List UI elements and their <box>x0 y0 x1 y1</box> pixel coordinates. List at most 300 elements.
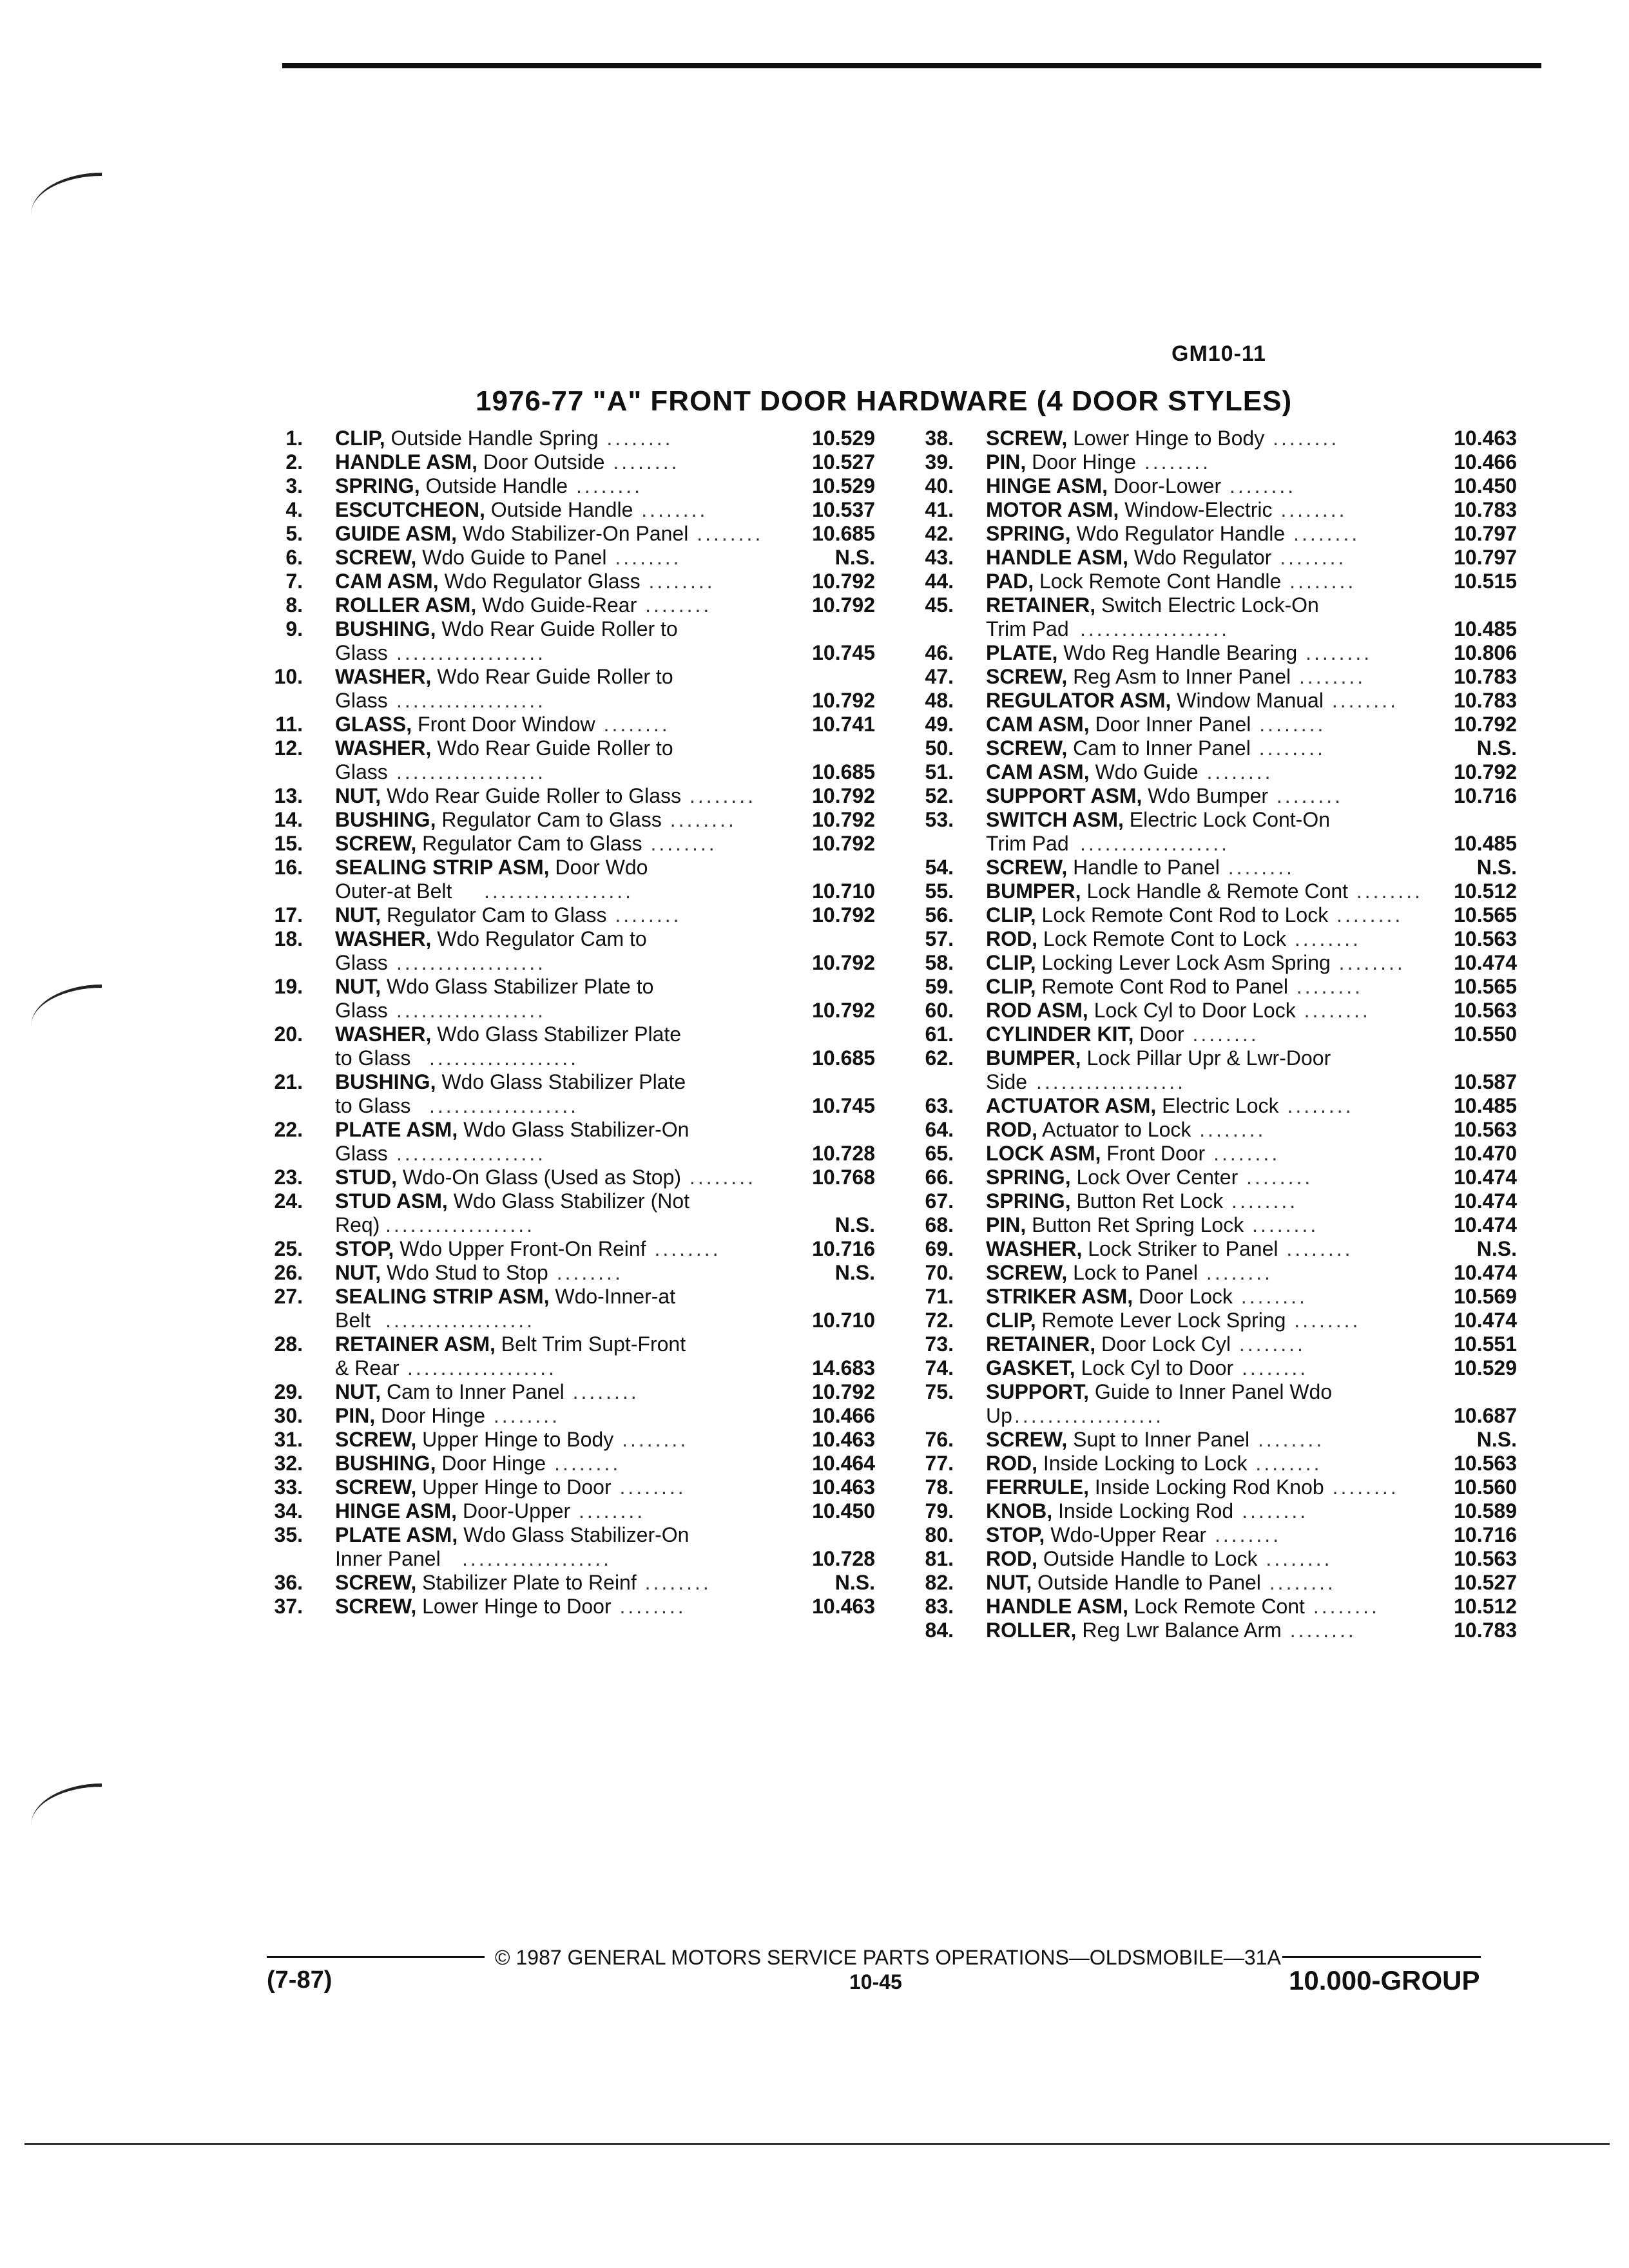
part-description <box>986 1189 1450 1213</box>
leader-dots: ........ <box>1221 474 1296 497</box>
part-number: 67. <box>925 1189 954 1213</box>
part-description <box>335 856 805 879</box>
part-detail: Upper Hinge to Door <box>416 1475 612 1499</box>
part-detail: Wdo Upper Front-On Reinf <box>394 1237 646 1260</box>
part-group-number: 10.474 <box>1454 1261 1517 1284</box>
part-group-number: 10.474 <box>1454 1166 1517 1189</box>
part-number: 10. <box>274 665 303 688</box>
part-detail: Inside Locking Rod Knob <box>1089 1475 1324 1499</box>
part-name: RETAINER ASM, <box>335 1332 496 1356</box>
part-name: PLATE, <box>986 641 1058 664</box>
part-name: BUSHING, <box>335 1070 436 1093</box>
leader-dots: .................. <box>396 1142 546 1165</box>
part-detail: Door Lock Cyl <box>1095 1332 1231 1356</box>
part-name: KNOB, <box>986 1499 1053 1523</box>
part-detail: Cam to Inner Panel <box>381 1380 564 1403</box>
part-group-number: 10.589 <box>1454 1499 1517 1523</box>
part-group-number: 10.485 <box>1454 1094 1517 1117</box>
part-detail: Outside Handle <box>485 498 633 521</box>
part-description <box>986 1046 1450 1070</box>
part-group-number: 10.563 <box>1454 1547 1517 1570</box>
footer-group: 10.000-GROUP <box>1289 1965 1480 1995</box>
part-detail: Outside Handle <box>419 474 568 497</box>
leader-dots: ........ <box>548 1261 623 1284</box>
part-name: ACTUATOR ASM, <box>986 1094 1157 1117</box>
part-number: 24. <box>274 1189 303 1213</box>
part-description <box>986 951 1450 975</box>
part-group-number: 10.474 <box>1454 1213 1517 1236</box>
part-group-number: 10.474 <box>1454 1189 1517 1213</box>
part-detail: Guide to Inner Panel Wdo <box>1089 1380 1333 1403</box>
part-detail: Wdo Glass Stabilizer Plate <box>431 1023 682 1046</box>
part-group-number: 10.685 <box>812 1046 875 1070</box>
part-description <box>335 784 805 808</box>
part-name: SUPPORT, <box>986 1380 1090 1403</box>
part-group-number: 10.485 <box>1454 832 1517 855</box>
leader-dots: .................. <box>484 879 634 903</box>
leader-dots: ........ <box>1232 1285 1307 1308</box>
part-detail: Lock Over Center <box>1070 1166 1239 1189</box>
part-name: SCREW, <box>335 832 417 855</box>
part-number: 15. <box>274 832 303 855</box>
leader-dots: .................. <box>396 641 546 664</box>
punch-hole-mark <box>31 985 102 1026</box>
leader-dots: ........ <box>1281 1619 1356 1642</box>
part-detail: Wdo Glass Stabilizer-On <box>458 1523 689 1546</box>
part-description <box>986 856 1450 879</box>
part-name: STUD ASM, <box>335 1189 448 1213</box>
part-name: ROD, <box>986 1118 1037 1141</box>
leader-dots: ........ <box>1249 1428 1325 1451</box>
part-description <box>335 498 805 522</box>
part-detail: Wdo Stabilizer-On Panel <box>457 522 689 545</box>
part-group-number: 10.792 <box>812 784 875 807</box>
part-number: 34. <box>274 1499 303 1523</box>
part-description <box>986 1213 1450 1237</box>
part-description <box>986 1309 1450 1332</box>
part-description-continued: Trim Pad <box>986 832 1069 855</box>
part-group-number: 10.463 <box>812 1475 875 1499</box>
part-detail: Wdo Rear Guide Roller to <box>431 665 673 688</box>
part-number: 36. <box>274 1571 303 1594</box>
part-name: NUT, <box>335 975 381 998</box>
part-description-continued: to Glass <box>335 1046 411 1070</box>
part-detail: Lock Cyl to Door <box>1075 1356 1234 1379</box>
part-detail: Wdo Guide to Panel <box>416 546 607 569</box>
part-detail: Regulator Cam to Glass <box>381 903 607 927</box>
part-number: 32. <box>274 1452 303 1475</box>
bottom-rule <box>24 2143 1610 2145</box>
part-description <box>986 760 1450 784</box>
part-name: SCREW, <box>986 736 1068 760</box>
part-group-number: 10.792 <box>812 808 875 831</box>
part-detail: Belt Trim Supt-Front <box>495 1332 686 1356</box>
part-description-continued: Belt <box>335 1309 371 1332</box>
part-group-number: 10.783 <box>1454 689 1517 712</box>
part-number: 27. <box>274 1285 303 1308</box>
part-number: 26. <box>274 1261 303 1284</box>
part-name: STRIKER ASM, <box>986 1285 1133 1308</box>
part-description <box>335 1166 805 1189</box>
part-name: NUT, <box>986 1571 1032 1594</box>
leader-dots: ........ <box>1304 1595 1380 1618</box>
top-rule <box>282 63 1541 68</box>
part-description <box>986 1595 1450 1619</box>
part-name: HANDLE ASM, <box>986 546 1129 569</box>
leader-dots: ........ <box>1286 927 1361 950</box>
part-detail: Reg Asm to Inner Panel <box>1067 665 1291 688</box>
part-detail: Lock Pillar Upr & Lwr-Door <box>1081 1046 1331 1070</box>
leader-dots: ........ <box>636 1571 711 1594</box>
part-detail: Outside Handle to Panel <box>1032 1571 1261 1594</box>
leader-dots: ........ <box>637 593 712 617</box>
part-detail: Lock Remote Cont <box>1128 1595 1305 1618</box>
part-detail: Wdo-Inner-at <box>549 1285 676 1308</box>
part-number: 25. <box>274 1237 303 1260</box>
leader-dots: ........ <box>1323 689 1398 712</box>
part-group-number: 10.687 <box>1454 1404 1517 1427</box>
leader-dots: ........ <box>1233 1499 1309 1523</box>
leader-dots: ........ <box>611 1475 686 1499</box>
part-description <box>335 593 805 617</box>
part-description <box>986 1380 1450 1404</box>
part-detail: Lock Remote Cont Rod to Lock <box>1036 903 1329 927</box>
part-group-number: N.S. <box>1476 856 1517 879</box>
part-number: 56. <box>925 903 954 927</box>
part-group-number: 10.710 <box>812 1309 875 1332</box>
part-group-number: 10.783 <box>1454 1619 1517 1642</box>
leader-dots: ........ <box>1348 879 1423 903</box>
part-group-number: 10.563 <box>1454 927 1517 950</box>
part-description <box>986 1094 1450 1118</box>
part-detail: Upper Hinge to Body <box>416 1428 614 1451</box>
part-description <box>335 1452 805 1475</box>
part-name: NUT, <box>335 1380 381 1403</box>
part-detail: Remote Lever Lock Spring <box>1036 1309 1286 1332</box>
part-detail: Front Door <box>1101 1142 1206 1165</box>
leader-dots: ........ <box>564 1380 639 1403</box>
part-group-number: 10.792 <box>1454 713 1517 736</box>
part-description-continued: Glass <box>335 760 388 783</box>
part-description-continued: to Glass <box>335 1094 411 1117</box>
part-detail: Reg Lwr Balance Arm <box>1076 1619 1282 1642</box>
part-name: ROD, <box>986 1452 1037 1475</box>
part-group-number: 10.792 <box>812 903 875 927</box>
part-group-number: 10.792 <box>812 689 875 712</box>
part-group-number: 10.563 <box>1454 1118 1517 1141</box>
part-number: 77. <box>925 1452 954 1475</box>
leader-dots: ........ <box>1219 856 1295 879</box>
part-number: 65. <box>925 1142 954 1165</box>
part-group-number: 10.792 <box>812 951 875 974</box>
part-detail: Lock Cyl to Door Lock <box>1088 999 1296 1022</box>
leader-dots: ........ <box>546 1452 621 1475</box>
part-number: 74. <box>925 1356 954 1379</box>
part-detail: Button Ret Lock <box>1070 1189 1224 1213</box>
leader-dots: ........ <box>598 427 673 450</box>
part-description <box>335 1189 805 1213</box>
part-name: SEALING STRIP ASM, <box>335 1285 550 1308</box>
leader-dots: .................. <box>396 999 546 1022</box>
part-number: 8. <box>285 593 303 617</box>
part-number: 1. <box>285 427 303 450</box>
part-name: WASHER, <box>335 927 432 950</box>
part-name: RETAINER, <box>986 1332 1096 1356</box>
part-number: 53. <box>925 808 954 831</box>
leader-dots: .................. <box>407 1356 557 1379</box>
part-detail: Lock Remote Cont to Lock <box>1037 927 1286 950</box>
part-detail: Lock to Panel <box>1067 1261 1199 1284</box>
leader-dots: ........ <box>1287 975 1363 998</box>
part-detail: Door Hinge <box>436 1452 546 1475</box>
part-name: PIN, <box>986 1213 1027 1236</box>
part-description <box>986 1118 1450 1142</box>
part-number: 16. <box>274 856 303 879</box>
part-group-number: 10.466 <box>1454 450 1517 474</box>
part-group-number: 10.563 <box>1454 999 1517 1022</box>
part-description <box>986 522 1450 546</box>
part-description <box>986 927 1450 951</box>
leader-dots: ........ <box>1223 1189 1298 1213</box>
leader-dots: ........ <box>1272 498 1347 521</box>
part-description <box>335 713 805 736</box>
part-number: 2. <box>285 450 303 474</box>
leader-dots: ........ <box>611 1595 686 1618</box>
part-detail: Wdo Guide <box>1089 760 1199 783</box>
part-number: 72. <box>925 1309 954 1332</box>
part-name: WASHER, <box>335 736 432 760</box>
part-name: RETAINER, <box>986 593 1096 617</box>
part-group-number: 10.569 <box>1454 1285 1517 1308</box>
part-description <box>335 474 805 498</box>
part-description <box>335 1475 805 1499</box>
part-name: STOP, <box>335 1237 394 1260</box>
part-number: 31. <box>274 1428 303 1451</box>
part-name: ROLLER ASM, <box>335 593 477 617</box>
part-number: 52. <box>925 784 954 807</box>
part-name: SEALING STRIP ASM, <box>335 856 550 879</box>
leader-dots: ........ <box>1233 1356 1309 1379</box>
leader-dots: ........ <box>646 1237 721 1260</box>
part-description <box>986 570 1450 593</box>
part-detail: Door Wdo <box>549 856 648 879</box>
part-group-number: 10.529 <box>812 474 875 497</box>
part-group-number: 10.710 <box>812 879 875 903</box>
leader-dots: ........ <box>1230 1332 1306 1356</box>
part-number: 14. <box>274 808 303 831</box>
part-name: WASHER, <box>335 665 432 688</box>
part-name: BUMPER, <box>986 1046 1081 1070</box>
part-group-number: N.S. <box>1476 1237 1517 1260</box>
part-name: SCREW, <box>986 1261 1068 1284</box>
part-name: ROD, <box>986 1547 1037 1570</box>
part-name: CAM ASM, <box>335 570 439 593</box>
part-number: 73. <box>925 1332 954 1356</box>
part-number: 17. <box>274 903 303 927</box>
leader-dots: ........ <box>1278 1094 1354 1117</box>
part-detail: Lower Hinge to Body <box>1067 427 1265 450</box>
part-group-number: 10.716 <box>1454 784 1517 807</box>
part-detail: Wdo Guide-Rear <box>476 593 637 617</box>
part-number: 64. <box>925 1118 954 1141</box>
part-name: SCREW, <box>986 427 1068 450</box>
part-description <box>335 1285 805 1309</box>
leader-dots: ........ <box>1286 1309 1361 1332</box>
part-detail: Window Manual <box>1171 689 1324 712</box>
part-number: 4. <box>285 498 303 521</box>
part-description <box>986 784 1450 808</box>
part-group-number: 10.716 <box>812 1237 875 1260</box>
part-number: 9. <box>285 617 303 640</box>
part-name: STOP, <box>986 1523 1045 1546</box>
part-detail: Door Lock <box>1133 1285 1233 1308</box>
leader-dots: .................. <box>1014 1404 1164 1427</box>
part-name: HINGE ASM, <box>986 474 1108 497</box>
part-number: 28. <box>274 1332 303 1356</box>
part-number: 13. <box>274 784 303 807</box>
part-group-number: 10.685 <box>812 760 875 783</box>
part-number: 23. <box>274 1166 303 1189</box>
part-group-number: 10.745 <box>812 641 875 664</box>
part-number: 58. <box>925 951 954 974</box>
part-number: 29. <box>274 1380 303 1403</box>
leader-dots: ........ <box>1250 736 1325 760</box>
part-name: CAM ASM, <box>986 713 1090 736</box>
leader-dots: ........ <box>642 832 717 855</box>
part-group-number: 10.587 <box>1454 1070 1517 1093</box>
part-number: 11. <box>275 713 303 736</box>
part-group-number: 10.563 <box>1454 1452 1517 1475</box>
part-detail: Window-Electric <box>1119 498 1273 521</box>
part-name: SPRING, <box>986 522 1071 545</box>
part-number: 49. <box>925 713 954 736</box>
part-number: 5. <box>285 522 303 545</box>
part-number: 3. <box>285 474 303 497</box>
part-detail: Locking Lever Lock Asm Spring <box>1036 951 1331 974</box>
part-number: 38. <box>925 427 954 450</box>
part-name: ROD ASM, <box>986 999 1088 1022</box>
part-detail: Regulator Cam to Glass <box>436 808 662 831</box>
leader-dots: ........ <box>1206 1523 1282 1546</box>
part-name: STUD, <box>335 1166 397 1189</box>
part-detail: Electric Lock Cont-On <box>1123 808 1331 831</box>
part-detail: Lock Striker to Panel <box>1082 1237 1278 1260</box>
leader-dots: ........ <box>1264 427 1340 450</box>
part-name: SCREW, <box>986 665 1068 688</box>
part-group-number: 10.716 <box>1454 1523 1517 1546</box>
part-number: 6. <box>285 546 303 569</box>
part-number: 48. <box>925 689 954 712</box>
part-number: 76. <box>925 1428 954 1451</box>
part-group-number: 10.685 <box>812 522 875 545</box>
part-number: 33. <box>274 1475 303 1499</box>
part-description <box>335 570 805 593</box>
part-number: 44. <box>925 570 954 593</box>
leader-dots: ........ <box>1268 784 1344 807</box>
part-number: 37. <box>274 1595 303 1618</box>
part-group-number: 10.768 <box>812 1166 875 1189</box>
part-description <box>986 1452 1450 1475</box>
part-description <box>986 1237 1450 1261</box>
leader-dots: ........ <box>606 546 682 569</box>
leader-dots: ........ <box>1297 641 1373 664</box>
leader-dots: ........ <box>1291 665 1366 688</box>
leader-dots: ........ <box>1238 1166 1313 1189</box>
part-description <box>986 1523 1450 1547</box>
part-description <box>335 1023 805 1046</box>
part-name: GUIDE ASM, <box>335 522 458 545</box>
punch-hole-mark <box>31 173 102 215</box>
leader-dots: ........ <box>485 1404 560 1427</box>
part-group-number: N.S. <box>834 1213 875 1236</box>
leader-dots: ........ <box>1295 999 1371 1022</box>
part-detail: Handle to Panel <box>1067 856 1220 879</box>
leader-dots: ........ <box>688 522 764 545</box>
part-name: SCREW, <box>986 856 1068 879</box>
part-group-number: 10.474 <box>1454 951 1517 974</box>
part-name: HINGE ASM, <box>335 1499 458 1523</box>
part-name: CLIP, <box>986 975 1036 998</box>
part-detail: Wdo Regulator Glass <box>438 570 641 593</box>
part-name: BUSHING, <box>335 808 436 831</box>
leader-dots: .................. <box>429 1094 579 1117</box>
leader-dots: ........ <box>613 1428 689 1451</box>
leader-dots: ........ <box>568 474 643 497</box>
part-description <box>335 736 805 760</box>
part-detail: Inside Locking to Lock <box>1037 1452 1248 1475</box>
part-group-number: 10.792 <box>812 999 875 1022</box>
footer-date-code: (7-87) <box>267 1966 333 1994</box>
leader-dots: ........ <box>1281 570 1356 593</box>
part-name: CAM ASM, <box>986 760 1090 783</box>
part-detail: Wdo Glass Stabilizer Plate <box>436 1070 686 1093</box>
part-group-number: N.S. <box>1476 736 1517 760</box>
part-description <box>335 1595 805 1619</box>
part-detail: Wdo Stud to Stop <box>381 1261 548 1284</box>
part-description <box>335 927 805 951</box>
part-number: 40. <box>925 474 954 497</box>
part-description-continued: Up <box>986 1404 1012 1427</box>
part-group-number: 10.450 <box>1454 474 1517 497</box>
part-detail: Stabilizer Plate to Reinf <box>416 1571 637 1594</box>
part-description <box>986 736 1450 760</box>
part-group-number: 10.783 <box>1454 665 1517 688</box>
part-name: PLATE ASM, <box>335 1118 458 1141</box>
part-name: SCREW, <box>335 1428 417 1451</box>
part-number: 30. <box>274 1404 303 1427</box>
part-description <box>986 1142 1450 1166</box>
part-description <box>986 1499 1450 1523</box>
part-number: 57. <box>925 927 954 950</box>
part-group-number: 10.792 <box>1454 760 1517 783</box>
part-number: 39. <box>925 450 954 474</box>
part-description <box>335 665 805 689</box>
part-number: 82. <box>925 1571 954 1594</box>
page-title: 1976-77 "A" FRONT DOOR HARDWARE (4 DOOR STYLES) <box>476 385 1293 417</box>
part-detail: Door-Upper <box>457 1499 571 1523</box>
part-name: PIN, <box>335 1404 376 1427</box>
part-description <box>335 1261 805 1285</box>
part-name: WASHER, <box>335 1023 432 1046</box>
part-name: WASHER, <box>986 1237 1083 1260</box>
leader-dots: ........ <box>1251 713 1326 736</box>
part-detail: Wdo Rear Guide Roller to <box>436 617 678 640</box>
part-detail: Front Door Window <box>412 713 595 736</box>
part-description <box>335 1118 805 1142</box>
part-number: 45. <box>925 593 954 617</box>
part-number: 79. <box>925 1499 954 1523</box>
part-detail: Cam to Inner Panel <box>1067 736 1251 760</box>
